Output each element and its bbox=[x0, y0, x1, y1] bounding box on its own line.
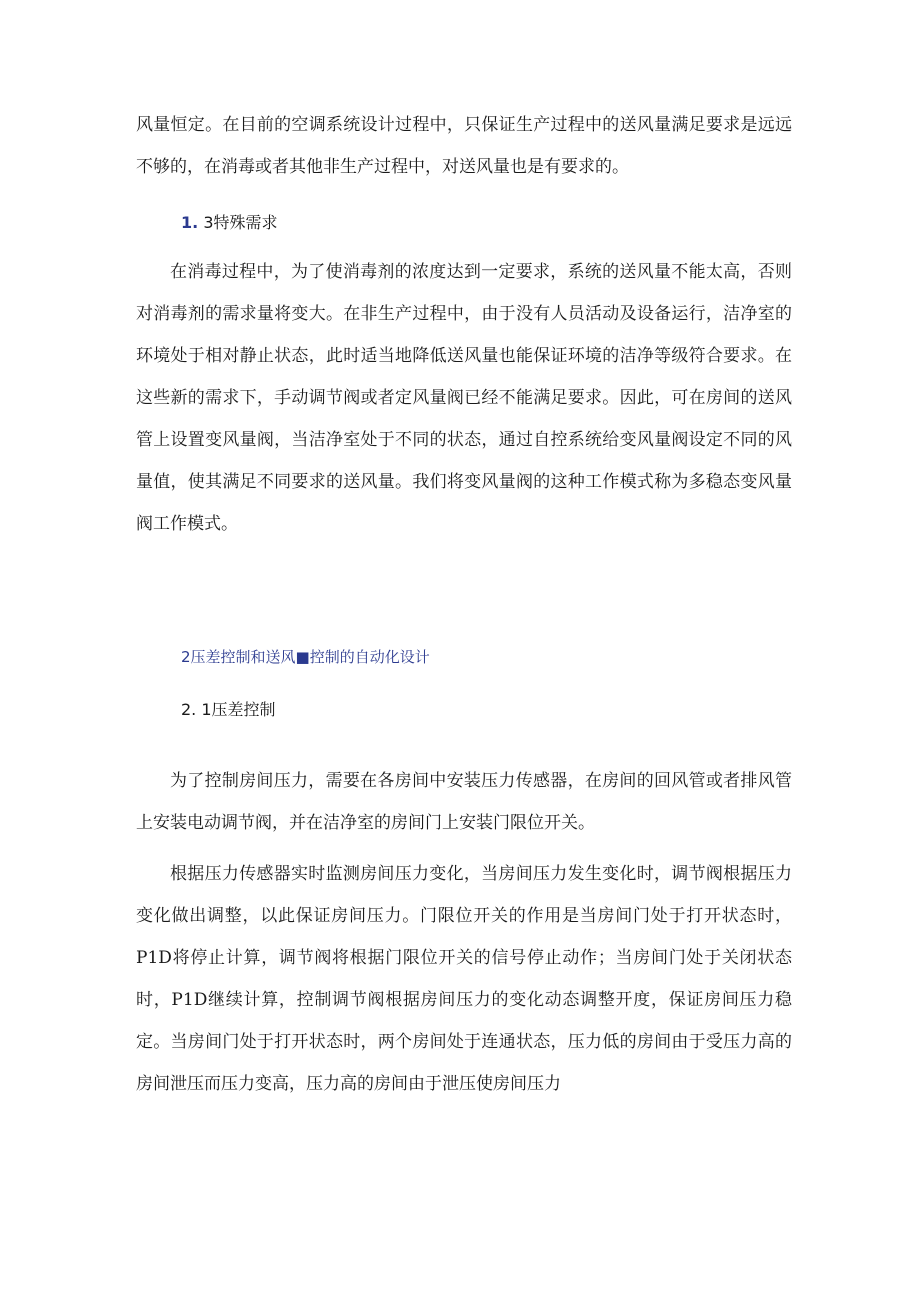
subsection-heading-2-1: 2. 1压差控制 bbox=[181, 700, 276, 719]
paragraph-pressure-control-setup: 为了控制房间压力，需要在各房间中安装压力传感器，在房间的回风管或者排风管上安装电动调节阀，并在洁净室的房间门上安装门限位开关。 bbox=[136, 771, 792, 833]
paragraph-special-requirements: 在消毒过程中，为了使消毒剂的浓度达到一定要求，系统的送风量不能太高，否则对消毒剂的需求量将变大。在非生产过程中，由于没有人员活动及设备运行，洁净室的环境处于相对静止状态，此时适当地降低送风量也能保证环境的洁净等级符合要求。在这些新的需求下，手动调节阀或者定风量阀已经不能满足要求。因此，可在房间的送风管上设置变风量阀，当洁净室处于不同的状态，通过自控系统给变风量阀设定不同的风量值，使其满足不同要求的送风量。我们将变风量阀的这种工作模式称为多稳态变风量阀工作模式。 bbox=[136, 262, 792, 534]
subsection-title: 3特殊需求 bbox=[203, 213, 278, 232]
section-heading-2: 2压差控制和送风■控制的自动化设计 bbox=[181, 648, 430, 666]
paragraph-pressure-control-logic: 根据压力传感器实时监测房间压力变化，当房间压力发生变化时，调节阀根据压力变化做出调整，以此保证房间压力。门限位开关的作用是当房间门处于打开状态时，P1D将停止计算，调节阀将根据门限位开关的信号停止动作；当房间门处于关闭状态时，P1D继续计算，控制调节阀根据房间压力的变化动态调整开度，保证房间压力稳定。当房间门处于打开状态时，两个房间处于连通状态，压力低的房间由于受压力高的房间泄压而压力变高，压力高的房间由于泄压使房间压力 bbox=[136, 864, 792, 1094]
subsection-heading-1-3 bbox=[181, 211, 278, 235]
subsection-number: 1. bbox=[181, 213, 199, 232]
paragraph-airflow-constant: 风量恒定。在目前的空调系统设计过程中，只保证生产过程中的送风量满足要求是远远不够的，在消毒或者其他非生产过程中，对送风量也是有要求的。 bbox=[136, 115, 792, 177]
